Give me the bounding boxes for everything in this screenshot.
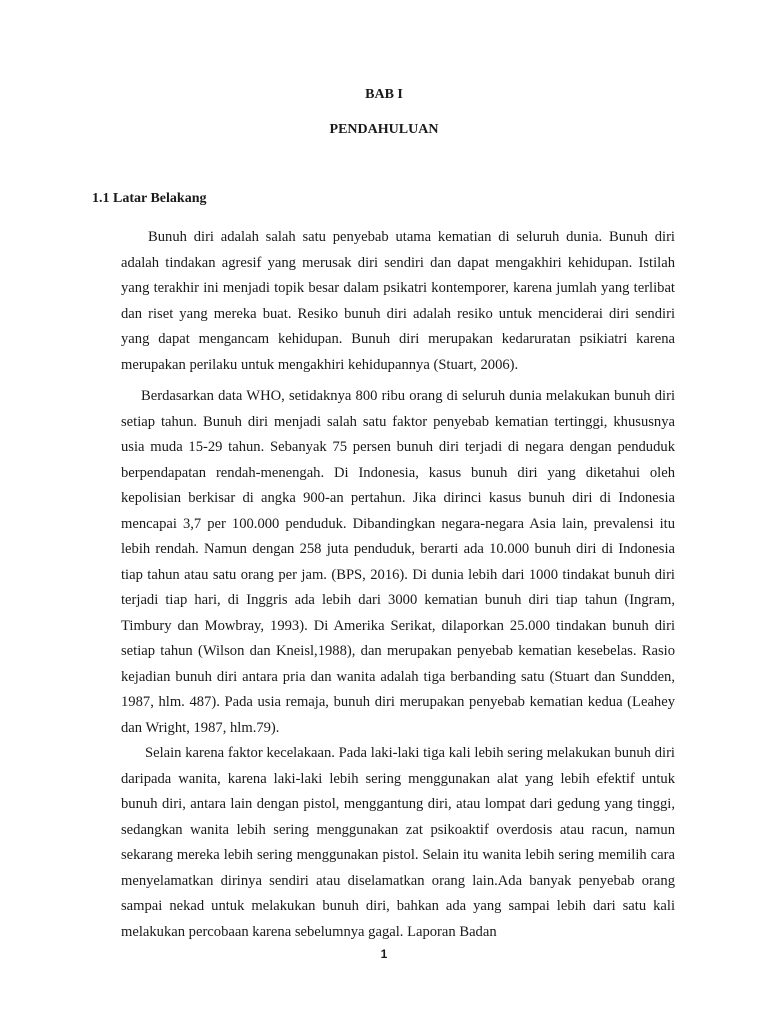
- page-number: 1: [380, 947, 388, 961]
- section-heading: 1.1 Latar Belakang: [92, 191, 207, 206]
- paragraph-3: Selain karena faktor kecelakaan. Pada laki-laki tiga kali lebih sering melakukan bunuh diri daripada wanita, karena laki-laki lebih sering menggunakan alat yang lebih efektif untuk bunuh diri, antara lain dengan pistol, menggantung diri, atau lompat dari gedung yang tinggi, sedangkan wanita lebih sering menggunakan zat psikoaktif overdosis atau racun, namun sekarang mereka lebih sering menggunakan pistol. Selain itu wanita lebih sering memilih cara menyelamatkan dirinya sendiri atau diselamatkan orang lain.Ada banyak penyebab orang sampai nekad untuk melakukan bunuh diri, bahkan ada yang sampai lebih dari satu kali melakukan percobaan karena sebelumnya gagal. Laporan Badan: [121, 745, 675, 940]
- body-text: [121, 225, 675, 945]
- chapter-label: BAB I: [365, 87, 403, 102]
- paragraph-1: Bunuh diri adalah salah satu penyebab utama kematian di seluruh dunia. Bunuh diri adalah tindakan agresif yang merusak diri sendiri dan dapat mengakhiri kehidupan. Istilah yang terakhir ini menjadi topik besar dalam psikatri kontemporer, karena jumlah yang terlibat dan riset yang mereka buat. Resiko bunuh diri adalah resiko untuk mencideraі diri sendiri yang dapat mengancam kehidupan. Bunuh diri merupakan kedaruratan psikiatri karena merupakan perilaku untuk mengakhiri kehidupannya (Stuart, 2006).: [121, 229, 675, 373]
- chapter-title: PENDAHULUAN: [329, 122, 439, 137]
- paragraph-2: Berdasarkan data WHO, setidaknya 800 ribu orang di seluruh dunia melakukan bunuh diri setiap tahun. Bunuh diri menjadi salah satu faktor penyebab kematian tertinggi, khususnya usia muda 15-29 tahun. Sebanyak 75 persen bunuh diri terjadi di negara dengan penduduk berpendapatan rendah-menengah. Di Indonesia, kasus bunuh diri yang diketahui oleh kepolisian berkisar di angka 900-an pertahun. Jika dirinci kasus bunuh diri di Indonesia mencapai 3,7 per 100.000 penduduk. Dibandingkan negara-negara Asia lain, prevalensi itu lebih rendah. Namun dengan 258 juta penduduk, berarti ada 10.000 bunuh diri di Indonesia tiap tahun atau satu orang per jam. (BPS, 2016). Di dunia lebih dari 1000 tindakat bunuh diri terjadi tiap hari, di Inggris ada lebih dari 3000 kematian bunuh diri tiap tahun (Ingram, Timbury dan Mowbray, 1993). Di Amerika Serikat, dilaporkan 25.000 tindakan bunuh diri setiap tahun (Wilson dan Kneisl,1988), dan merupakan penyebab kematian kesebelas. Rasio kejadian bunuh diri antara pria dan wanita adalah tiga berbanding satu (Stuart dan Sundden, 1987, hlm. 487). Pada usia remaja, bunuh diri merupakan penyebab kematian kedua (Leahey dan Wright, 1987, hlm.79).: [121, 388, 675, 736]
